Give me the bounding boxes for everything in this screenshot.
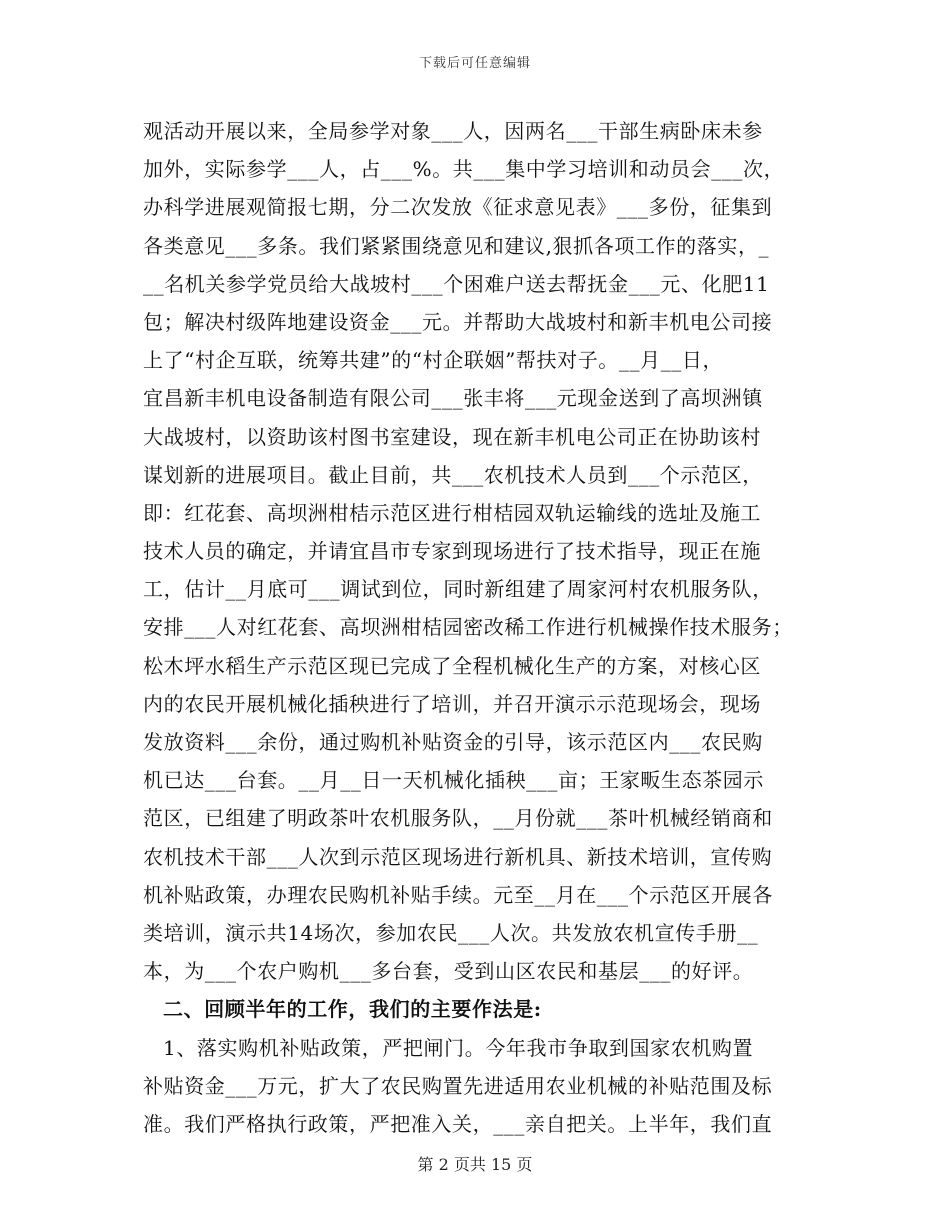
section-heading: 二、回顾半年的工作，我们的主要作法是: — [163, 997, 542, 1022]
body-line: 补贴资金___万元，扩大了农民购置先进适用农业机械的补贴范围及标 — [143, 1073, 773, 1098]
body-line: 松木坪水稻生产示范区现已完成了全程机械化生产的方案，对核心区 — [143, 653, 761, 678]
page-header: 下载后可任意编辑 — [418, 56, 531, 71]
body-line: 本，为___个农户购机___多台套，受到山区农民和基层___的好评。 — [143, 959, 754, 984]
body-line: 技术人员的确定，并请宜昌市专家到现场进行了技术指导，现正在施 — [143, 539, 761, 564]
body-line: 内的农民开展机械化插秧进行了培训，并召开演示示范现场会，现场 — [143, 691, 761, 716]
body-line: 类培训，演示共14场次，参加农民___人次。共发放农机宣传手册__ — [143, 920, 759, 945]
body-line: 各类意见___多条。我们紧紧围绕意见和建议,狠抓各项工作的落实，_ — [143, 233, 770, 258]
body-line: 1、落实购机补贴政策，严把闸门。今年我市争取到国家农机购置 — [163, 1035, 754, 1060]
body-line: 大战坡村，以资助该村图书室建设，现在新丰机电公司正在协助该村 — [143, 424, 761, 449]
body-line: 准。我们严格执行政策，严把准入关，___亲自把关。上半年，我们直 — [143, 1111, 773, 1136]
body-line: __名机关参学党员给大战坡村___个困难户送去帮抚金___元、化肥11 — [143, 271, 770, 296]
body-line: 即：红花套、高坝洲柑桔示范区进行柑桔园双轨运输线的选址及施工 — [143, 500, 761, 525]
body-line: 办科学进展观简报七期，分二次发放《征求意见表》___多份，征集到 — [143, 195, 773, 220]
body-line: 工，估计__月底可___调试到位，同时新组建了周家河村农机服务队， — [143, 577, 773, 602]
page-footer: 第 2 页共 15 页 — [417, 1155, 533, 1174]
body-line: 加外，实际参学___人，占___%。共___集中学习培训和动员会___次， — [143, 157, 785, 182]
body-line: 上了“村企互联，统筹共建”的“村企联姻”帮扶对子。__月__日， — [143, 348, 724, 373]
body-line: 安排___人对红花套、高坝洲柑桔园密改稀工作进行机械操作技术服务； — [143, 615, 793, 640]
body-line: 农机技术干部___人次到示范区现场进行新机具、新技术培训，宣传购 — [143, 844, 773, 869]
document-body — [143, 112, 809, 1143]
body-line: 谋划新的进展项目。截止目前，共___农机技术人员到___个示范区， — [143, 462, 763, 487]
body-line: 机补贴政策，办理农民购机补贴手续。元至__月在___个示范区开展各 — [143, 882, 773, 907]
body-line: 范区，已组建了明政茶叶农机服务队，__月份就___茶叶机械经销商和 — [143, 806, 773, 831]
body-line: 宜昌新丰机电设备制造有限公司___张丰将___元现金送到了高坝洲镇 — [143, 386, 763, 411]
body-line: 发放资料___余份，通过购机补贴资金的引导，该示范区内___农民购 — [143, 730, 763, 754]
body-line: 观活动开展以来，全局参学对象___人，因两名___干部生病卧床未参 — [143, 119, 763, 143]
body-line: 机已达___台套。__月__日一天机械化插秧___亩；王家畈生态茶园示 — [143, 768, 764, 793]
body-line: 包；解决村级阵地建设资金___元。并帮助大战坡村和新丰机电公司接 — [143, 309, 773, 334]
